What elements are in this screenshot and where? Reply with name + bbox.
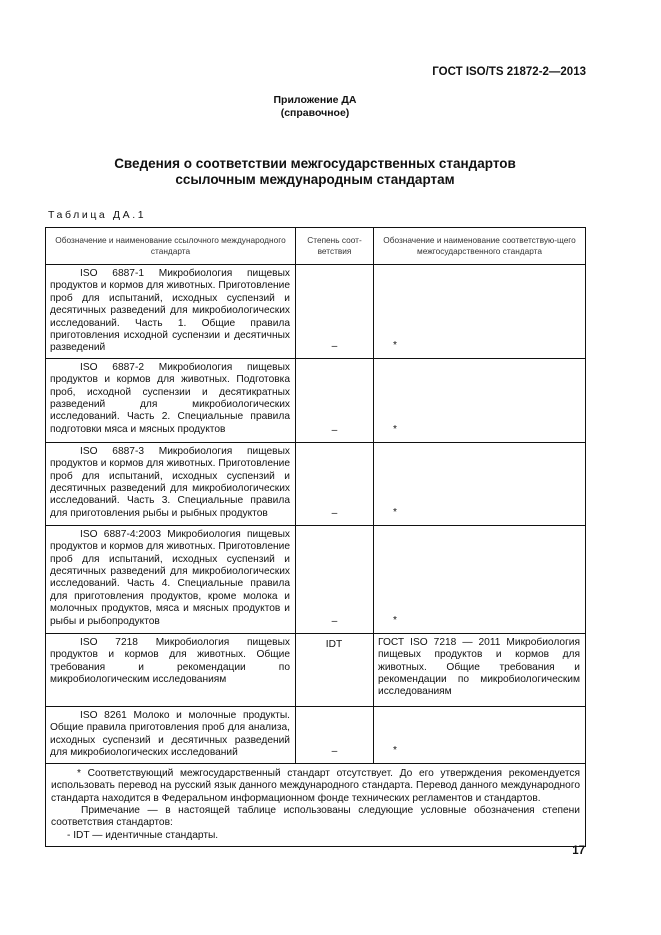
corresponding-standard-cell: * (374, 706, 586, 763)
reference-standard-cell: ISO 6887-3 Микробиология пищевых продуктов и кормов для животных. Приготовление проб для испытаний, исходных суспензий и десятичных разведений для микробиологических исследований. Часть 3. Специальные правила для приготовления рыбы и рыбных продуктов (46, 442, 296, 525)
document-title-line1: Сведения о соответствии межгосударственных стандартов (114, 156, 516, 171)
reference-standard-cell: ISO 6887-1 Микробиология пищевых продуктов и кормов для животных. Приготовление проб для испытаний, исходных суспензий и десятичных разведений для микробиологических исследований. Часть 1. Общие правила приготовления исходной суспензии и десятичных разведений (46, 265, 296, 359)
appendix-subtitle: (справочное) (280, 107, 350, 119)
degree-cell: – (296, 265, 374, 359)
degree-cell: – (296, 525, 374, 633)
table-footnote-row (46, 763, 586, 846)
note-text: Примечание — в настоящей таблице использованы следующие условные обозначения степени соответствия стандартов: (51, 805, 580, 829)
corresponding-standard-cell: ГОСТ ISO 7218 — 2011 Микробиология пищевых продуктов и кормов для животных. Общие требования и рекомендации по микробиологическим исследованиям (374, 633, 586, 706)
corresponding-standard-cell: * (374, 525, 586, 633)
table-row (46, 706, 586, 763)
degree-cell: – (296, 358, 374, 442)
column-header-corresponding: Обозначение и наименование соответствую-щего межгосударственного стандарта (374, 228, 586, 265)
column-header-reference: Обозначение и наименование ссылочного международного стандарта (46, 228, 296, 265)
table-row (46, 442, 586, 525)
degree-cell: IDT (296, 633, 374, 706)
corresponding-standard-cell: * (374, 358, 586, 442)
table-footnote (46, 763, 586, 846)
standard-designation: ГОСТ ISO/TS 21872-2—2013 (432, 66, 586, 78)
reference-standard-cell: ISO 8261 Молоко и молочные продукты. Общие правила приготовления проб для анализа, исходных суспензий и десятичных разведений для микробиологических исследований (46, 706, 296, 763)
table-label: Таблица ДА.1 (48, 209, 147, 221)
corresponding-standard-cell: * (374, 442, 586, 525)
column-header-degree: Степень соот-ветствия (296, 228, 374, 265)
degree-cell: – (296, 442, 374, 525)
footnote-text: * Соответствующий межгосударственный стандарт отсутствует. До его утверждения рекомендуется использовать перевод на русский язык данного международного стандарта. Перевод данного международного стандарта находится в Федеральном информационном фонде технических регламентов и стандартов. (51, 767, 580, 804)
corresponding-standard-cell: * (374, 265, 586, 359)
table-row (46, 358, 586, 442)
reference-standard-cell: ISO 7218 Микробиология пищевых продуктов и кормов для животных. Общие требования и рекомендации по микробиологическим исследованиям (46, 633, 296, 706)
table-row (46, 525, 586, 633)
correspondence-table (45, 227, 586, 847)
page-number: 17 (572, 845, 585, 857)
reference-standard-cell: ISO 6887-2 Микробиология пищевых продуктов и кормов для животных. Подготовка проб, исходной суспензии и десятикратных разведений для микробиологических исследований. Часть 2. Специальные правила подготовки мяса и мясных продуктов (46, 358, 296, 442)
appendix-title: Приложение ДА (273, 94, 357, 106)
reference-standard-cell: ISO 6887-4:2003 Микробиология пищевых продуктов и кормов для животных. Приготовление проб для испытаний, исходных суспензий и десятичных разведений для микробиологических исследований. Часть 4. Специальные правила для приготовления продуктов, кроме молока и молочных продуктов, мяса и мясных продуктов и рыбы и рыбопродуктов (46, 525, 296, 633)
table-row (46, 633, 586, 706)
document-title-line2: ссылочным международным стандартам (175, 172, 455, 187)
table-header-row (46, 228, 586, 265)
table-row (46, 265, 586, 359)
note-item: - IDT — идентичные стандарты. (67, 829, 219, 841)
document-title (0, 156, 630, 188)
degree-cell: – (296, 706, 374, 763)
